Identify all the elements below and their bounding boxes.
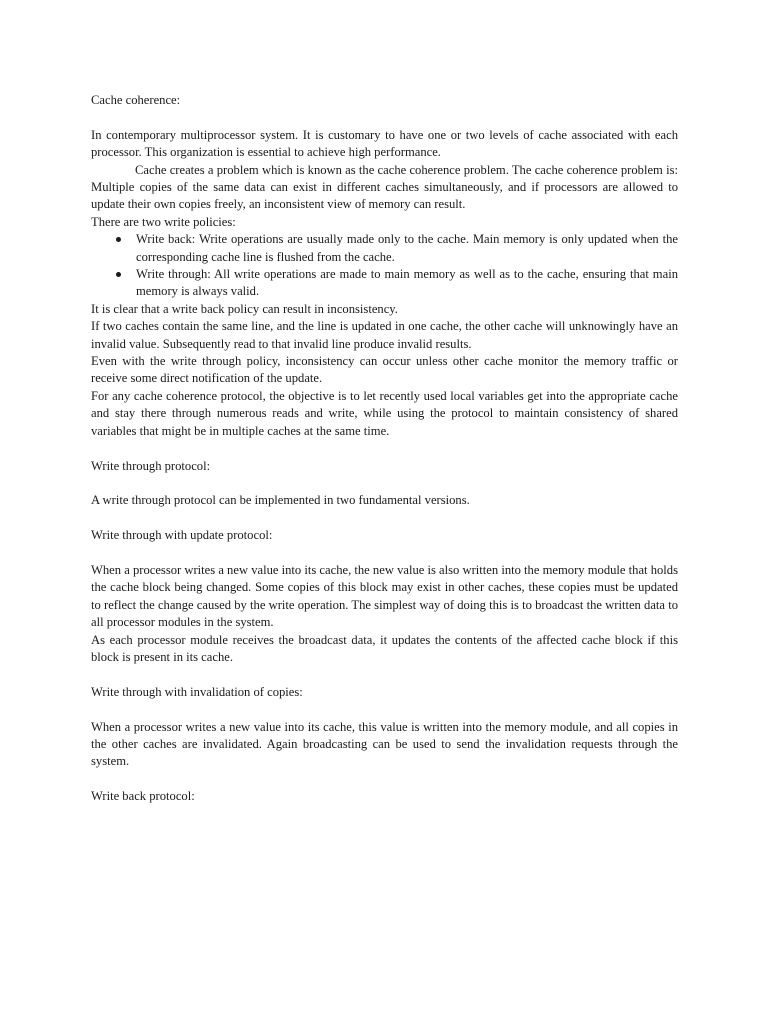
write-policies-list bbox=[91, 231, 678, 301]
paragraph-versions: A write through protocol can be implemented in two fundamental versions. bbox=[91, 493, 470, 508]
paragraph-update-2: As each processor module receives the broadcast data, it updates the contents of the affected cache block if this block is present in its cache. bbox=[91, 632, 678, 664]
paragraph-write-through: Even with the write through policy, inconsistency can occur unless other cache monitor the memory traffic or receive some direct notification of the update. bbox=[91, 354, 678, 386]
blank-line bbox=[91, 666, 678, 683]
list-item bbox=[91, 266, 678, 301]
policy-write-back: Write back: Write operations are usually made only to the cache. Main memory is only updated when the corresponding cache line is flushed from the cache. bbox=[136, 232, 678, 264]
paragraph-inconsistency: It is clear that a write back policy can result in inconsistency. bbox=[91, 301, 398, 316]
heading-invalidation: Write through with invalidation of copies: bbox=[91, 684, 303, 699]
blank-line bbox=[91, 545, 678, 562]
paragraph-objective: For any cache coherence protocol, the objective is to let recently used local variables get into the appropriate cache and stay there through numerous reads and write, while using the protocol to maintain consistency of shared variables that might be in multiple caches at the same time. bbox=[91, 388, 678, 438]
blank-line bbox=[91, 510, 678, 527]
heading-write-through-protocol: Write through protocol: bbox=[91, 458, 211, 473]
paragraph-update-1: When a processor writes a new value into its cache, the new value is also written into the memory module that holds the cache block being changed. Some copies of this block may exist in other caches, these copies must be updated to reflect the change caused by the write operation. The simplest way of doing this is to broadcast the written data to all processor modules in the system. bbox=[91, 562, 678, 630]
bullet-icon bbox=[113, 231, 123, 248]
heading-cache-coherence: Cache coherence: bbox=[91, 93, 181, 107]
blank-line bbox=[91, 475, 678, 492]
policy-write-through: Write through: All write operations are made to main memory as well as to the cache, ensuring that main memory is always valid. bbox=[136, 267, 678, 299]
paragraph-problem: Cache creates a problem which is known as the cache coherence problem. The cache coherence problem is: Multiple copies of the same data can exist in different caches simultaneously, and if processors are allowed to update their own copies freely, an inconsistent view of memory can result. bbox=[91, 162, 678, 212]
paragraph-invalidation: When a processor writes a new value into its cache, this value is written into the memory module, and all copies in the other caches are invalidated. Again broadcasting can be used to send the invalidation requests through the system. bbox=[91, 719, 678, 769]
document-body bbox=[91, 92, 678, 806]
paragraph-policies-intro: There are two write policies: bbox=[91, 214, 236, 229]
blank-line bbox=[91, 109, 678, 126]
heading-write-back-protocol: Write back protocol: bbox=[91, 789, 195, 804]
paragraph-two-caches: If two caches contain the same line, and the line is updated in one cache, the other cache will unknowingly have an invalid value. Subsequently read to that invalid line produce invalid results. bbox=[91, 319, 678, 351]
list-item bbox=[91, 231, 678, 266]
bullet-icon bbox=[113, 266, 123, 283]
blank-line bbox=[91, 701, 678, 718]
blank-line bbox=[91, 771, 678, 788]
blank-line bbox=[91, 440, 678, 457]
heading-update-protocol: Write through with update protocol: bbox=[91, 528, 273, 543]
paragraph-intro: In contemporary multiprocessor system. It is customary to have one or two levels of cache associated with each processor. This organization is essential to achieve high performance. bbox=[91, 127, 678, 160]
